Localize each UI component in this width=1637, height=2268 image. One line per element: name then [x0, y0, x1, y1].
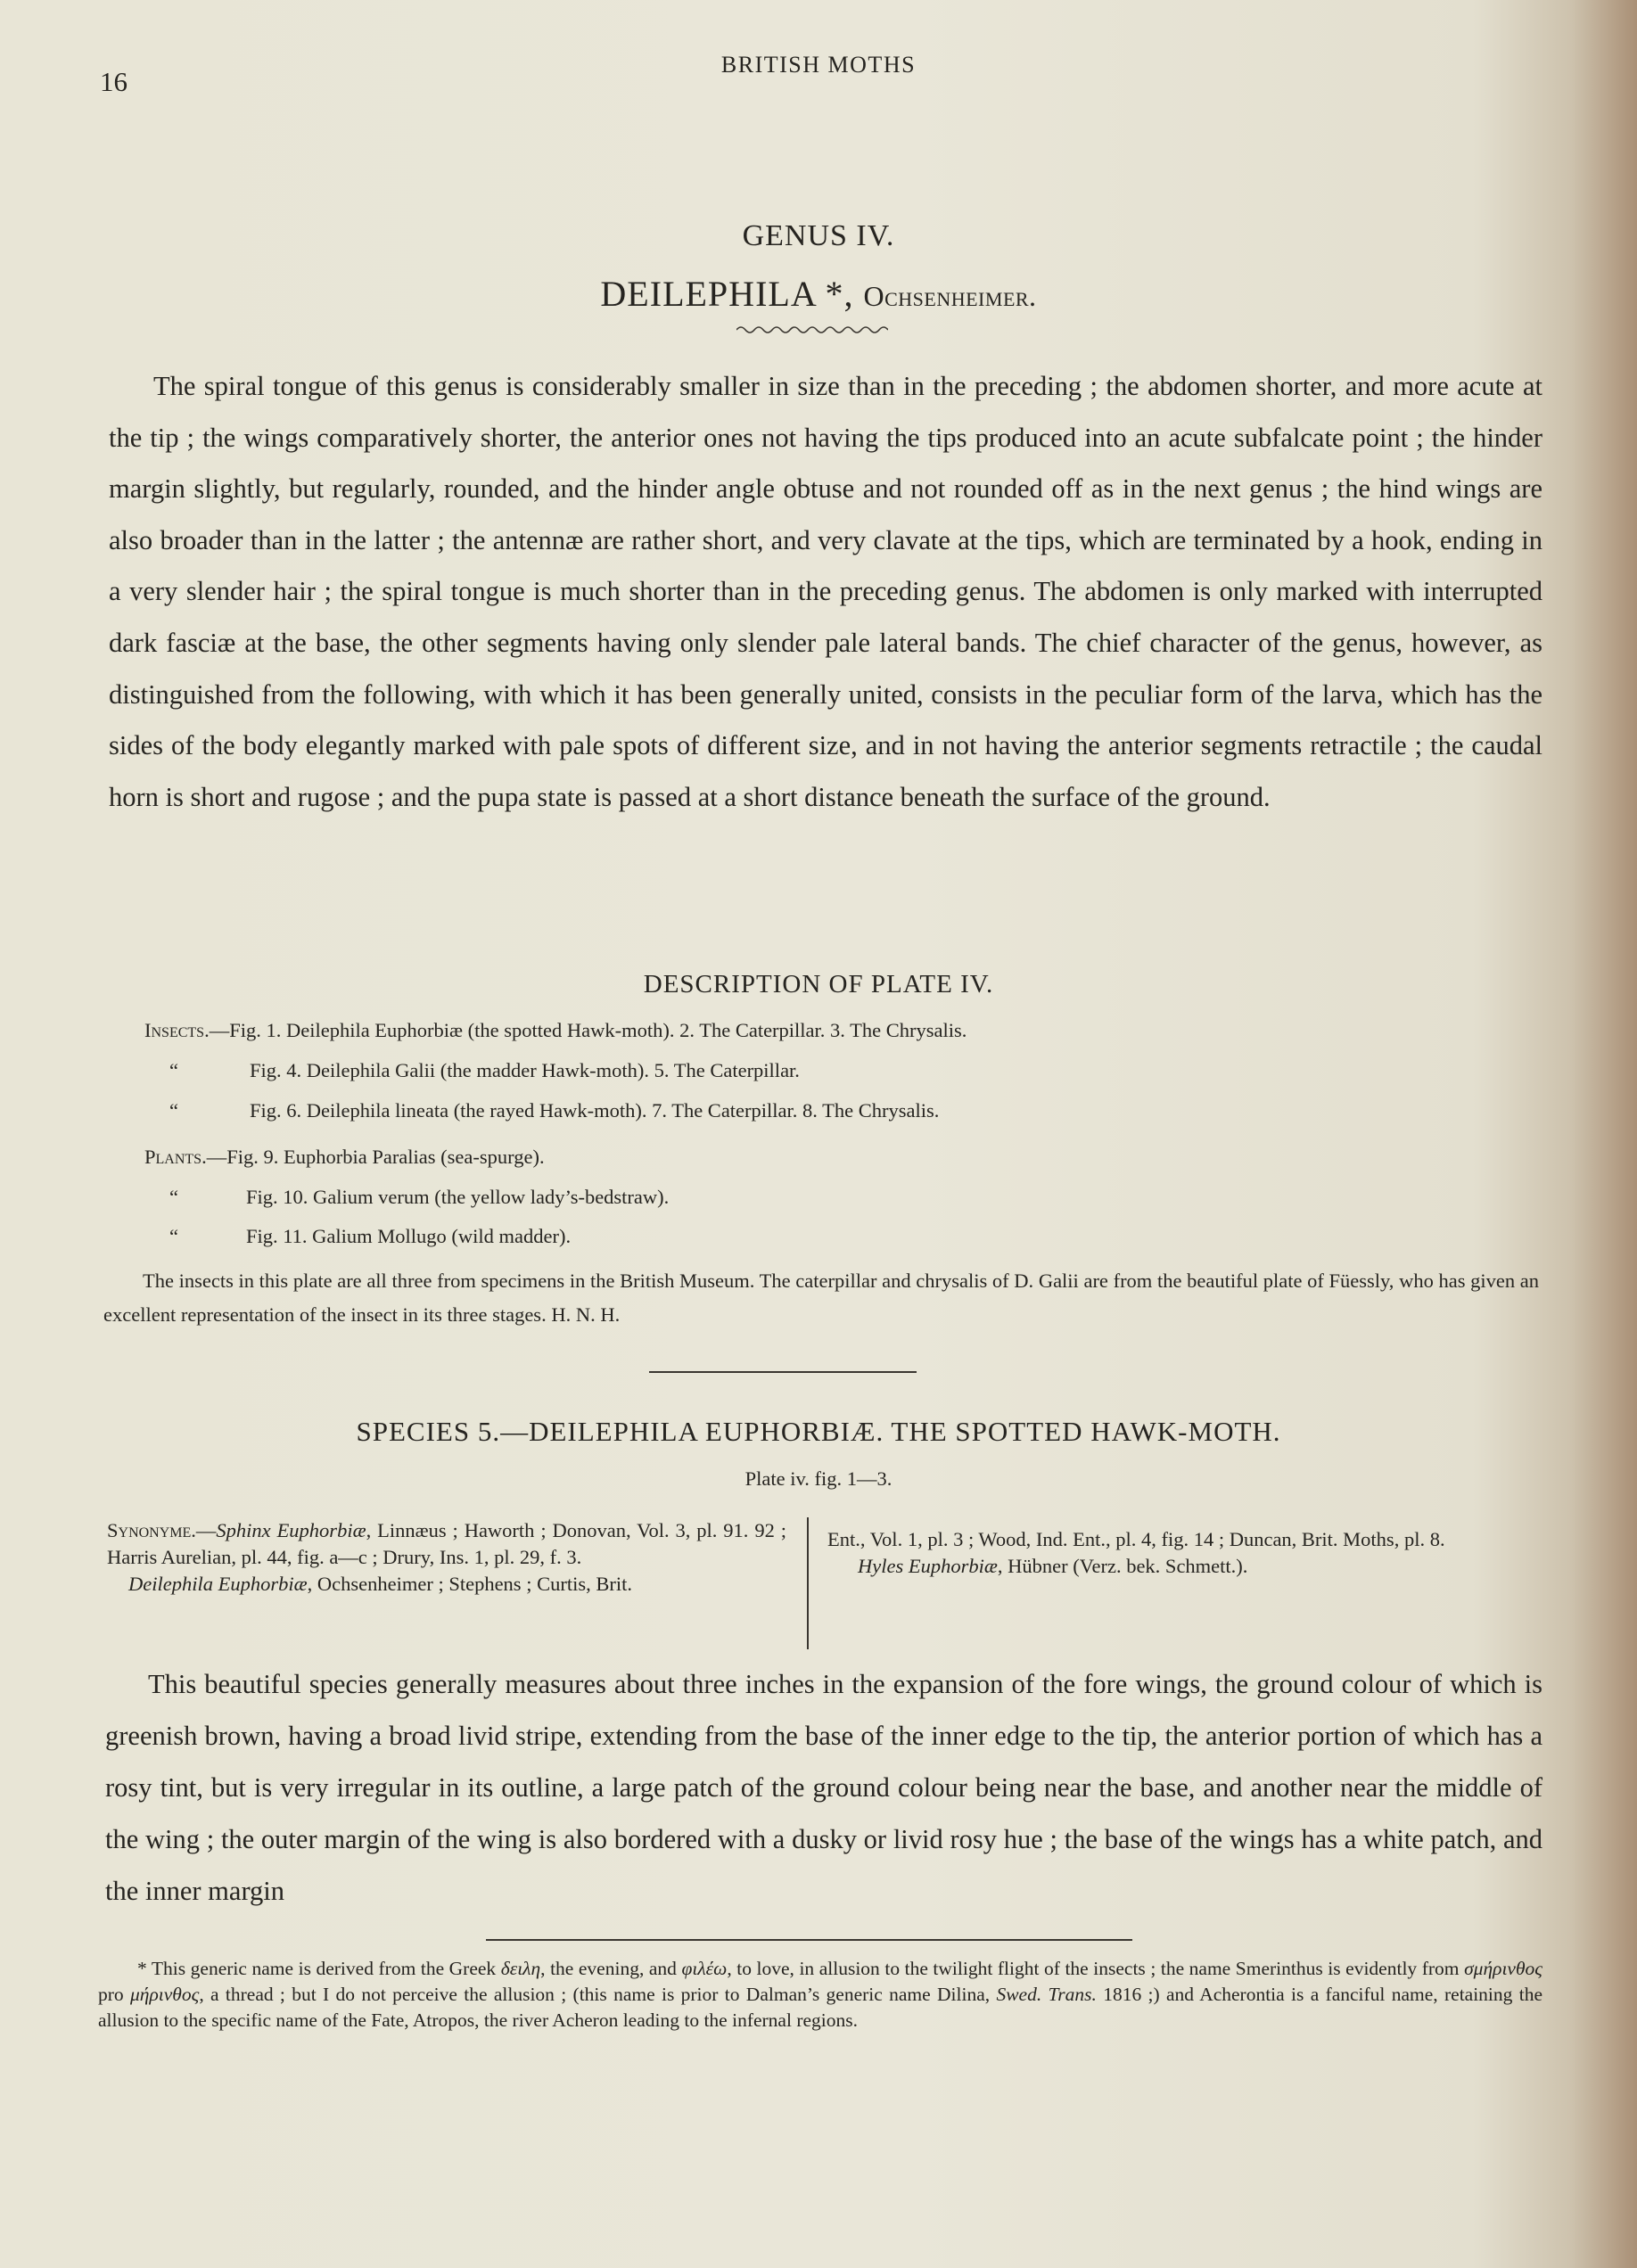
species-heading: SPECIES 5.—DEILEPHILA EUPHORBIÆ. THE SPOTTED HAWK-MOTH.	[356, 1416, 1281, 1447]
plate-line: Plants.—Fig. 9. Euphorbia Paralias (sea-spurge).	[144, 1146, 545, 1168]
synonymy-label: Synonyme.—	[107, 1519, 217, 1541]
plate-line-text: Fig. 4. Deilephila Galii (the madder Hawk-moth). 5. The Caterpillar.	[250, 1059, 800, 1081]
genus-name: DEILEPHILA *,	[600, 274, 854, 314]
genus-description: The spiral tongue of this genus is considerably smaller in size than in the preceding ; the abdomen shorter, and more acute at the tip ; the wings comparatively shorter, the anterior ones not having the tips produced into an acute subfalcate point ; the hinder margin slightly, but regularly, rounded, and the hinder angle obtuse and not rounded off as in the next genus ; the hind wings are also broader than in the latter ; the antennæ are rather short, and very clavate at the tips, which are terminated by a hook, ending in a very slender hair ; the spiral tongue is much shorter than in the preceding genus. The abdomen is only marked with interrupted dark fasciæ at the base, the other segments having only slender pale lateral bands. The chief character of the genus, however, as distinguished from the following, with which it has been generally united, consists in the peculiar form of the larva, which has the sides of the body elegantly marked with pale spots of different size, and in not having the anterior segments retractile ; the caudal horn is short and rugose ; and the pupa state is passed at a short distance beneath the surface of the ground.	[109, 371, 1542, 812]
plate-line: “	[169, 1186, 178, 1208]
synonymy-right-column: Ent., Vol. 1, pl. 3 ; Wood, Ind. Ent., pl. 4, fig. 14 ; Duncan, Brit. Moths, pl. 8. Hyles Euphorbiæ, Hübner (Verz. bek. Schmett.).	[827, 1528, 1445, 1577]
species-description: This beautiful species generally measures about three inches in the expansion of the fore wings, the ground colour of which is greenish brown, having a broad livid stripe, extending from the base of the inner edge to the tip, the anterior portion of which has a rosy tint, but is very irregular in its outline, a large patch of the ground colour being near the base, and another near the middle of the wing ; the outer margin of the wing is also bordered with a dusky or livid rosy hue ; the base of the wings has a white patch, and the inner margin	[105, 1669, 1542, 1906]
column-divider	[807, 1517, 809, 1649]
plate-note: The insects in this plate are all three from specimens in the British Museum. The caterpillar and chrysalis of D. Galii are from the beautiful plate of Füessly, who has given an excellent representation of the insect in its three stages. H. N. H.	[103, 1270, 1539, 1326]
plate-reference: Plate iv. fig. 1—3.	[744, 1467, 893, 1490]
ornamental-rule	[736, 323, 888, 337]
plate-line-text: Fig. 6. Deilephila lineata (the rayed Hawk-moth). 7. The Caterpillar. 8. The Chrysalis.	[250, 1099, 940, 1122]
plate-line-text: Fig. 11. Galium Mollugo (wild madder).	[246, 1225, 572, 1247]
footnote-rule	[486, 1939, 1132, 1941]
synonymy-left-column: Synonyme.—Sphinx Euphorbiæ, Linnæus ; Haworth ; Donovan, Vol. 3, pl. 91. 92 ; Harris Aurelian, pl. 44, fig. a—c ; Drury, Ins. 1, pl. 29, f. 3. Deilephila Euphorbiæ, Ochsenheimer ; Stephens ; Curtis, Brit.	[107, 1519, 786, 1595]
plate-line: “	[169, 1099, 178, 1122]
genus-authority: Ochsenheimer.	[863, 280, 1037, 312]
genus-heading: GENUS IV.	[742, 219, 895, 252]
page-number: 16	[100, 66, 128, 97]
section-divider	[649, 1371, 917, 1373]
plate-line: “	[169, 1225, 178, 1247]
genus-title	[0, 273, 1637, 315]
plate-line: Insects.—Fig. 1. Deilephila Euphorbiæ (the spotted Hawk-moth). 2. The Caterpillar. 3. The Chrysalis.	[144, 1019, 967, 1041]
plate-line: “	[169, 1059, 178, 1081]
plate-description-heading: DESCRIPTION OF PLATE IV.	[643, 970, 994, 998]
footnote: * This generic name is derived from the Greek δειλη, the evening, and φιλέω, to love, in allusion to the twilight flight of the insects ; the name Smerinthus is evidently from σμήρινθος pro μήρινθος, a thread ; but I do not perceive the allusion ; (this name is prior to Dalman’s generic name Dilina, Swed. Trans. 1816 ;) and Acherontia is a fanciful name, retaining the allusion to the specific name of the Fate, Atropos, the river Acheron leading to the infernal regions.	[98, 1958, 1542, 2031]
running-head: BRITISH MOTHS	[720, 52, 917, 78]
plate-line-text: Fig. 10. Galium verum (the yellow lady’s-bedstraw).	[246, 1186, 670, 1208]
